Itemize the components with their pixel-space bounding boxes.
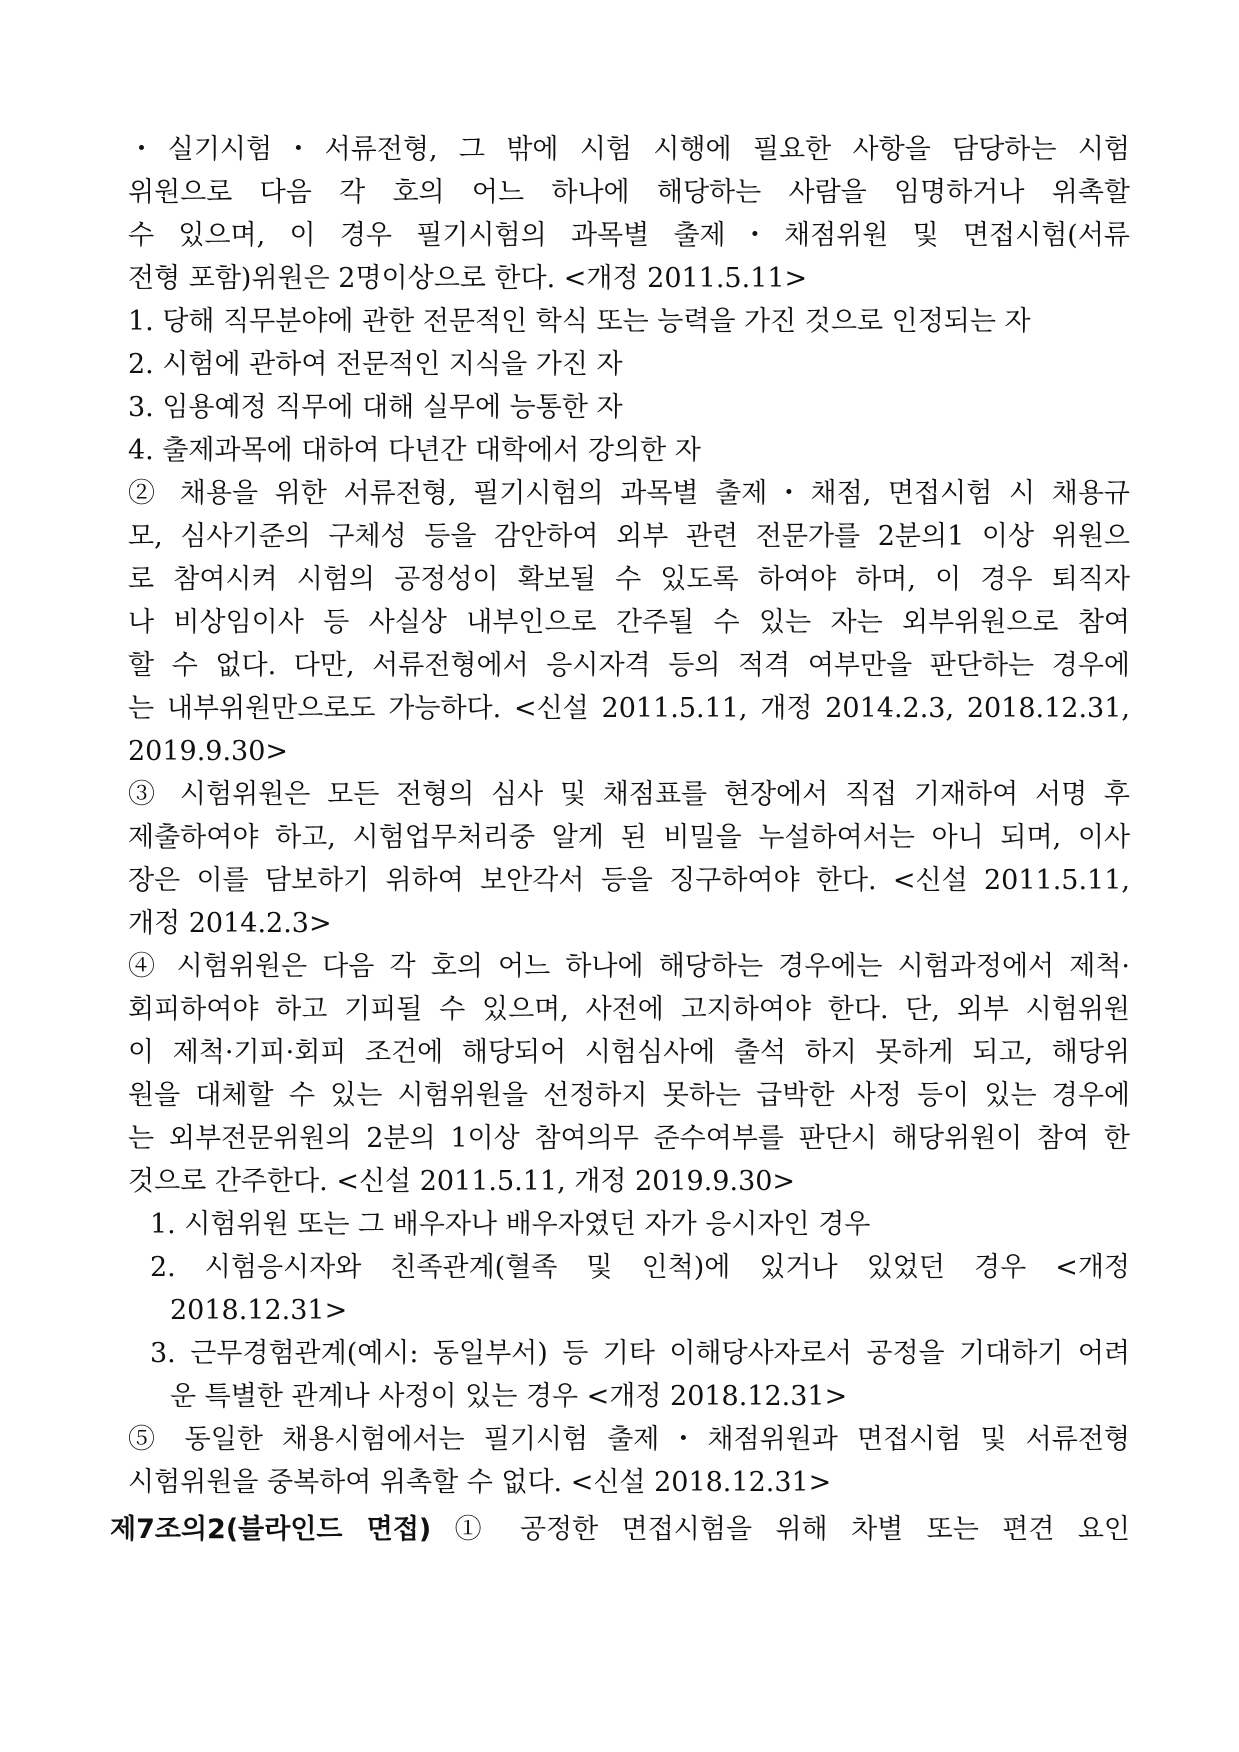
article-title: 제7조의2(블라인드 면접) [110,1514,432,1545]
paragraph-2-line: 할 수 없다. 다만, 서류전형에서 응시자격 등의 적격 여부만을 판단하는 경우에 [128,650,1130,681]
paragraph-2-line: 나 비상임이사 등 사실상 내부인으로 간주될 수 있는 자는 외부위원으로 참여 [128,607,1130,638]
list-item: 2. 시험에 관하여 전문적인 지식을 가진 자 [128,349,623,380]
paragraph-5-line: ⑤ 동일한 채용시험에서는 필기시험 출제・채점위원과 면접시험 및 서류전형 [128,1424,1130,1455]
paragraph-2-line: 2019.9.30> [128,736,289,767]
article-text: ① 공정한 면접시험을 위해 차별 또는 편견 요인 [431,1514,1131,1545]
paragraph-4-line: 회피하여야 하고 기피될 수 있으며, 사전에 고지하여야 한다. 단, 외부 시험위원 [128,994,1130,1025]
text-line: ・실기시험・서류전형, 그 밖에 시험 시행에 필요한 사항을 담당하는 시험 [128,134,1130,165]
paragraph-2-line: 는 내부위원만으로도 가능하다. <신설 2011.5.11, 개정 2014.2.3, 2018.12.31, [128,693,1130,724]
paragraph-3-line: ③ 시험위원은 모든 전형의 심사 및 채점표를 현장에서 직접 기재하여 서명 후 [128,779,1130,810]
paragraph-4-line: 는 외부전문위원의 2분의 1이상 참여의무 준수여부를 판단시 해당위원이 참여 한 [128,1123,1130,1154]
list-item: 3. 임용예정 직무에 대해 실무에 능통한 자 [128,392,623,423]
paragraph-3-line: 개정 2014.2.3> [128,908,332,939]
paragraph-4-line: 원을 대체할 수 있는 시험위원을 선정하지 못하는 급박한 사정 등이 있는 경우에 [128,1080,1130,1111]
sub-list-item: 운 특별한 관계나 사정이 있는 경우 <개정 2018.12.31> [170,1381,848,1412]
paragraph-3-line: 장은 이를 담보하기 위하여 보안각서 등을 징구하여야 한다. <신설 2011.5.11, [128,865,1130,896]
paragraph-2-line: 모, 심사기준의 구체성 등을 감안하여 외부 관련 전문가를 2분의1 이상 위원으 [128,521,1130,552]
paragraph-2-line: ② 채용을 위한 서류전형, 필기시험의 과목별 출제・채점, 면접시험 시 채용규 [128,478,1130,509]
list-item: 1. 당해 직무분야에 관한 전문적인 학식 또는 능력을 가진 것으로 인정되는 자 [128,306,1031,337]
paragraph-4-line: 것으로 간주한다. <신설 2011.5.11, 개정 2019.9.30> [128,1166,796,1197]
text-line: 수 있으며, 이 경우 필기시험의 과목별 출제・채점위원 및 면접시험(서류 [128,220,1130,251]
sub-list-item: 1. 시험위원 또는 그 배우자나 배우자였던 자가 응시자인 경우 [150,1209,871,1240]
sub-list-item: 2. 시험응시자와 친족관계(혈족 및 인척)에 있거나 있었던 경우 <개정 [150,1252,1130,1283]
paragraph-4-line: ④ 시험위원은 다음 각 호의 어느 하나에 해당하는 경우에는 시험과정에서 제척· [128,951,1130,982]
text-line: 위원으로 다음 각 호의 어느 하나에 해당하는 사람을 임명하거나 위촉할 [128,177,1130,208]
paragraph-2-line: 로 참여시켜 시험의 공정성이 확보될 수 있도록 하여야 하며, 이 경우 퇴직자 [128,564,1130,595]
sub-list-item: 3. 근무경험관계(예시: 동일부서) 등 기타 이해당사자로서 공정을 기대하기 어려 [150,1338,1130,1369]
list-item: 4. 출제과목에 대하여 다년간 대학에서 강의한 자 [128,435,701,466]
paragraph-5-line: 시험위원을 중복하여 위촉할 수 없다. <신설 2018.12.31> [128,1467,832,1498]
sub-list-item: 2018.12.31> [170,1295,348,1326]
article-heading-line [110,1510,1130,1550]
text-line: 전형 포함)위원은 2명이상으로 한다. <개정 2011.5.11> [128,263,808,294]
paragraph-3-line: 제출하여야 하고, 시험업무처리중 알게 된 비밀을 누설하여서는 아니 되며, 이사 [128,822,1130,853]
paragraph-4-line: 이 제척·기피·회피 조건에 해당되어 시험심사에 출석 하지 못하게 되고, 해당위 [128,1037,1130,1068]
